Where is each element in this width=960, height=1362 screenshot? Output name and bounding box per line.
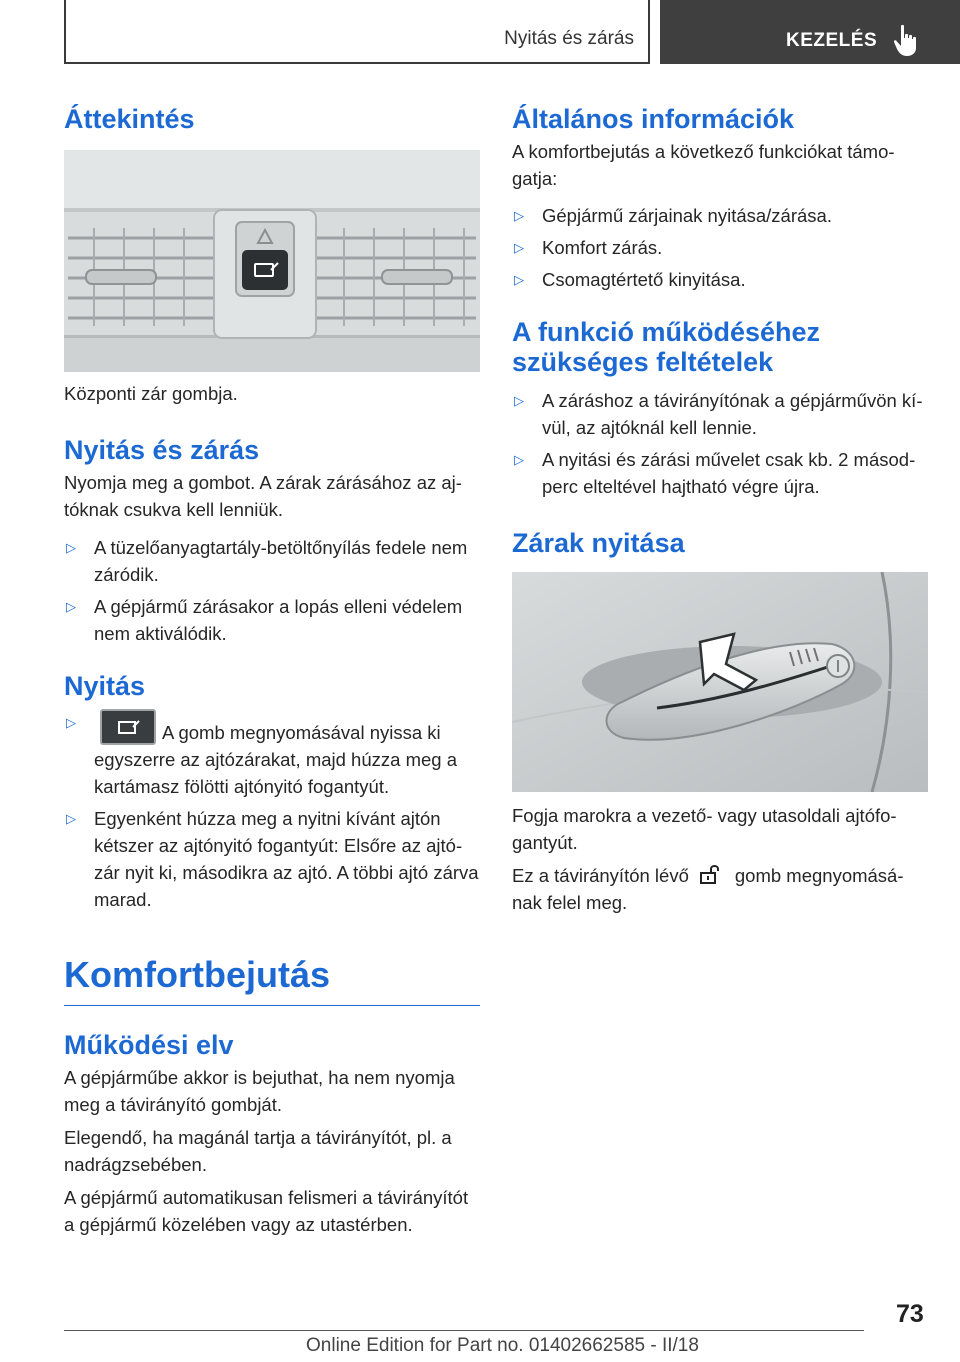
bullet-triangle-icon: ▷ bbox=[66, 715, 76, 730]
list-item: ▷ A gomb megnyomásával nyissa ki egyszerre az ajtózárakat, majd húzza meg a kartámasz fölötti ajtónyitó fogantyút. bbox=[64, 709, 480, 800]
conditions-list bbox=[512, 387, 932, 500]
unlock-padlock-icon bbox=[699, 863, 725, 885]
central-lock-button-figure bbox=[64, 150, 480, 372]
right-column bbox=[512, 96, 932, 916]
list-item: ▷ A záráshoz a távirányítónak a gépjárművön kí‐ vül, az ajtóknál kell lennie. bbox=[512, 387, 932, 441]
header-section-box bbox=[64, 0, 650, 64]
heading-open-close: Nyitás és zárás bbox=[64, 435, 260, 465]
bullet-triangle-icon: ▷ bbox=[514, 272, 524, 287]
list-item: ▷ A tüzelőanyagtartály-betöltőnyílás fedele nem záródik. bbox=[64, 534, 480, 588]
figure-caption: Központi zár gombja. bbox=[64, 383, 238, 404]
principle-paragraph-3: A gépjármű automatikusan felismeri a távirányítót a gépjármű közelében vagy az utastérben. bbox=[64, 1187, 469, 1235]
heading-general-info: Általános információk bbox=[512, 104, 795, 134]
list-item: ▷ A nyitási és zárási művelet csak kb. 2 másod‐ perc elteltével hajtható végre újra. bbox=[512, 446, 932, 500]
left-column bbox=[64, 96, 480, 1238]
general-list bbox=[512, 202, 932, 293]
hand-pointer-icon bbox=[892, 24, 922, 58]
header-section-title: Nyitás és zárás bbox=[504, 28, 634, 49]
bullet-triangle-icon: ▷ bbox=[66, 540, 76, 555]
bullet-triangle-icon: ▷ bbox=[514, 393, 524, 408]
general-text: A komfortbejutás a következő funkciókat támo‐ gatja: bbox=[512, 141, 895, 189]
heading-opening: Nyitás bbox=[64, 671, 146, 701]
bullet-triangle-icon: ▷ bbox=[514, 452, 524, 467]
heading-comfort-access: Komfortbejutás bbox=[64, 953, 480, 1006]
list-item: ▷ Csomagtértető kinyitása. bbox=[512, 266, 932, 293]
door-handle-illustration bbox=[512, 572, 928, 792]
bullet-triangle-icon: ▷ bbox=[514, 208, 524, 223]
opening-list bbox=[64, 709, 480, 913]
list-item: ▷ Egyenként húzza meg a nyitni kívánt ajtón kétszer az ajtónyitó fogantyút: Elsőre az ajtó‐ zár nyit ki, másodikra az ajtó. A többi ajtó zárva marad. bbox=[64, 805, 480, 913]
open-close-list bbox=[64, 534, 480, 647]
header-chapter-tab bbox=[660, 0, 960, 64]
list-item: ▷ A gépjármű zárásakor a lopás elleni védelem nem aktiválódik. bbox=[64, 593, 480, 647]
heading-principle: Működési elv bbox=[64, 1030, 234, 1060]
heading-overview: Áttekintés bbox=[64, 104, 195, 134]
principle-paragraph-1: A gépjárműbe akkor is bejuthat, ha nem nyomja meg a távirányító gombját. bbox=[64, 1067, 455, 1115]
header-chapter-label: KEZELÉS bbox=[786, 30, 878, 51]
bullet-triangle-icon: ▷ bbox=[514, 240, 524, 255]
door-handle-figure bbox=[512, 572, 928, 792]
unlock-paragraph-1: Fogja marokra a vezető- vagy utasoldali ajtófo‐ gantyút. bbox=[512, 805, 897, 853]
unlock-button-icon bbox=[100, 709, 156, 745]
heading-unlocking: Zárak nyitása bbox=[512, 528, 685, 558]
footer-divider bbox=[64, 1330, 864, 1331]
bullet-triangle-icon: ▷ bbox=[66, 811, 76, 826]
open-close-text: Nyomja meg a gombot. A zárak zárásához az aj‐ tóknak csukva kell lenniük. bbox=[64, 472, 462, 520]
bullet-triangle-icon: ▷ bbox=[66, 599, 76, 614]
list-item: ▷ Komfort zárás. bbox=[512, 234, 932, 261]
heading-conditions: A funkció működéséhez szükséges feltételek bbox=[512, 317, 821, 377]
unlock-paragraph-2: Ez a távirányítón lévő gomb megnyomásá‐ nak felel meg. bbox=[512, 865, 904, 913]
footer-edition: Online Edition for Part no. 01402662585 - II/18 bbox=[306, 1335, 699, 1356]
dashboard-vent-illustration bbox=[64, 150, 480, 372]
principle-paragraph-2: Elegendő, ha magánál tartja a távirányítót, pl. a nadrágzsebében. bbox=[64, 1127, 452, 1175]
list-item: ▷ Gépjármű zárjainak nyitása/zárása. bbox=[512, 202, 932, 229]
page-number: 73 bbox=[896, 1300, 924, 1328]
